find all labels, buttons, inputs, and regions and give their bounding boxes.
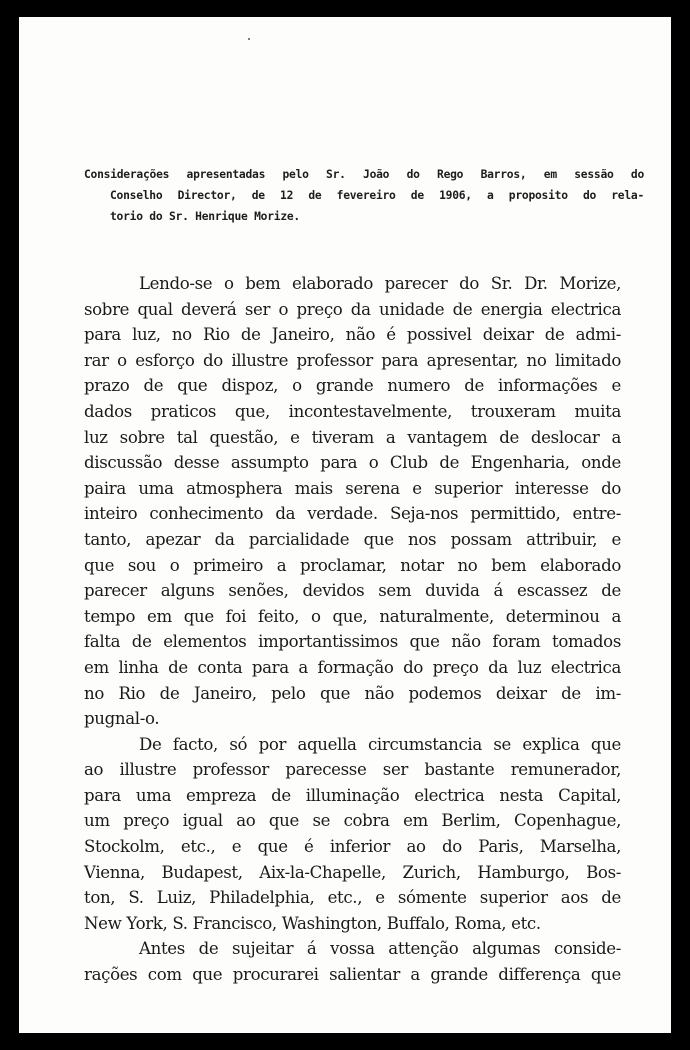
text-line: para luz, no Rio de Janeiro, não é possivel deixar de admi- (84, 325, 621, 345)
text-line: sobre qual deverá ser o preço da unidade de energia electrica (84, 299, 621, 319)
paragraph-2 (84, 732, 621, 937)
text-line: pugnal-o. (84, 709, 160, 729)
text-line: New York, S. Francisco, Washington, Buffalo, Roma, etc. (84, 913, 541, 933)
text-line: no Rio de Janeiro, pelo que não podemos deixar de im- (84, 683, 621, 703)
text-line: que sou o primeiro a proclamar, notar no bem elaborado (84, 555, 621, 575)
text-line: um preço igual ao que se cobra em Berlim, Copenhague, (84, 811, 621, 831)
heading-line-1: Considerações apresentadas pelo Sr. João do Rego Barros, em sessão do (84, 168, 644, 181)
text-line: De facto, só por aquella circumstancia se explica que (139, 734, 621, 754)
text-line: ton, S. Luiz, Philadelphia, etc., e sómente superior aos de (84, 888, 621, 908)
text-line: Stockolm, etc., e que é inferior ao do Paris, Marselha, (84, 837, 621, 857)
text-line: para uma empreza de illuminação electrica nesta Capital, (84, 785, 621, 805)
text-line: Lendo-se o bem elaborado parecer do Sr. Dr. Morize, (139, 274, 621, 293)
text-line: tanto, apezar da parcialidade que nos possam attribuir, e (84, 529, 621, 549)
text-line: luz sobre tal questão, e tiveram a vantagem de deslocar a (84, 427, 621, 447)
paragraph-1 (84, 271, 621, 732)
text-line: falta de elementos importantissimos que não foram tomados (84, 632, 621, 652)
text-line: rar o esforço do illustre professor para apresentar, no limitado (84, 350, 621, 370)
text-line: tempo em que foi feito, o que, naturalmente, determinou a (84, 606, 621, 626)
text-line: Vienna, Budapest, Aix-la-Chapelle, Zurich, Hamburgo, Bos- (84, 862, 621, 882)
text-line: Antes de sujeitar á vossa attenção algumas conside- (139, 939, 621, 959)
text-line: rações com que procurarei salientar a grande differença que (84, 965, 621, 985)
paragraph-3 (84, 936, 621, 987)
text-line: paira uma atmosphera mais serena e superior interesse do (84, 478, 621, 498)
print-speck (248, 38, 250, 40)
document-page (19, 17, 671, 1033)
document-body (84, 271, 621, 988)
text-line: parecer alguns senões, devidos sem duvida á escassez de (84, 581, 621, 601)
text-line: inteiro conhecimento da verdade. Seja-nos permittido, entre- (84, 504, 621, 524)
text-line: em linha de conta para a formação do preço da luz electrica (84, 657, 621, 677)
heading-line-2: Conselho Director, de 12 de fevereiro de 1906, a proposito do rela- (110, 189, 644, 202)
text-line: discussão desse assumpto para o Club de Engenharia, onde (84, 453, 621, 473)
text-line: dados praticos que, incontestavelmente, trouxeram muita (84, 401, 621, 421)
text-line: prazo de que dispoz, o grande numero de informações e (84, 376, 621, 396)
document-heading (84, 164, 644, 227)
text-line: ao illustre professor parecesse ser bastante remunerador, (84, 760, 621, 780)
heading-line-3: torio do Sr. Henrique Morize. (110, 210, 300, 223)
